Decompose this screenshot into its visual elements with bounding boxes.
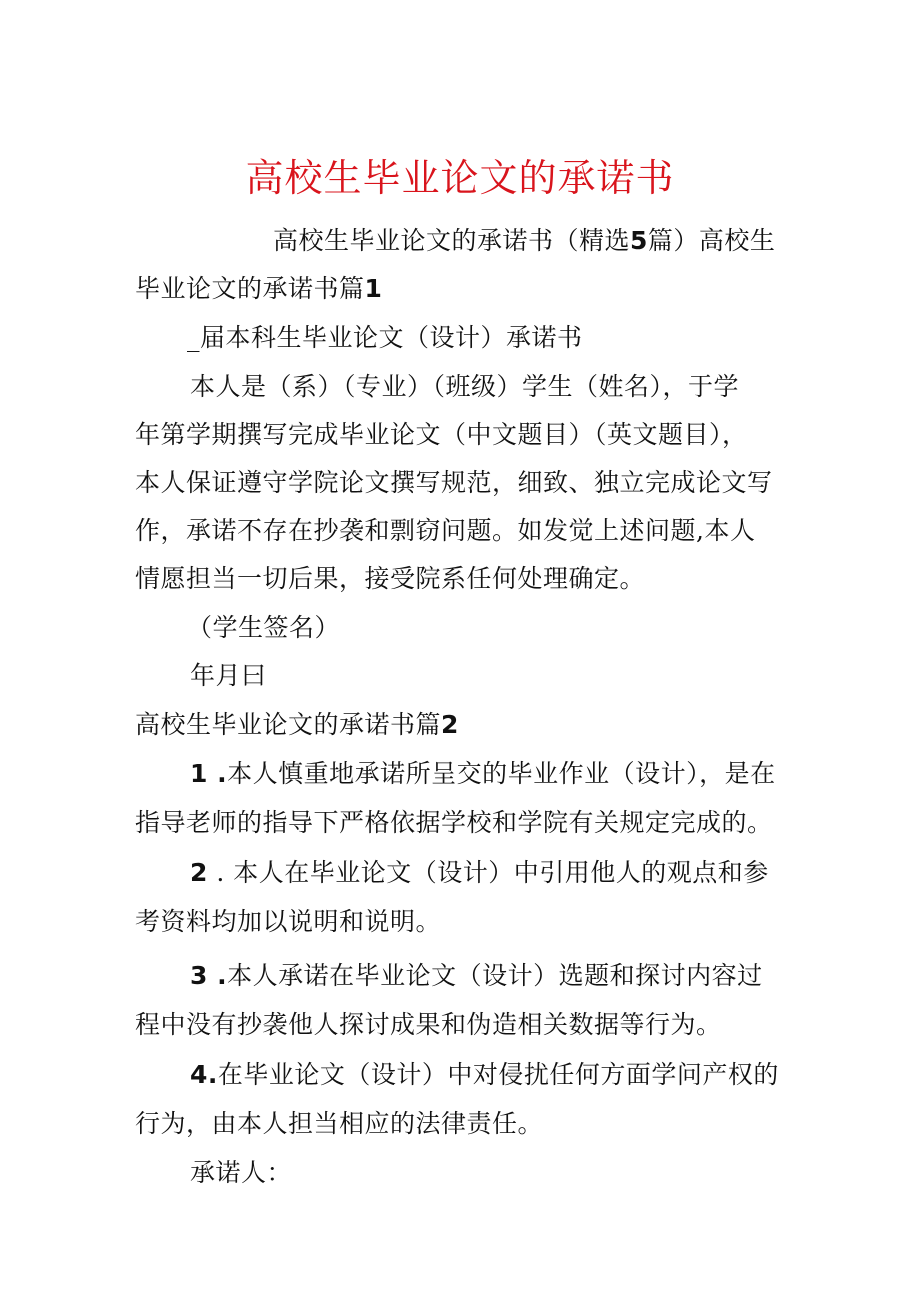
- intro-count: 5: [630, 226, 648, 255]
- item-line: 指导老师的指导下严格依据学校和学院有关规定完成的。: [135, 808, 773, 837]
- intro-line-2: [135, 272, 382, 306]
- item-number: 4.: [190, 1060, 218, 1089]
- item-line: [190, 856, 769, 890]
- section1-heading: _届本科生毕业论文（设计）承诺书: [187, 323, 583, 352]
- intro-text-tail: 篇）高校生: [647, 226, 776, 255]
- section1-paragraph-line: 情愿担当一切后果，接受院系任何处理确定。: [135, 564, 646, 593]
- item-text: . 本人在毕业论文（设计）中引用他人的观点和参: [207, 858, 769, 887]
- item-number: 1 .: [190, 759, 228, 788]
- signer-label: 承诺人：: [190, 1158, 293, 1187]
- document-title: 高校生毕业论文的承诺书: [245, 156, 675, 200]
- item-number: 3 .: [190, 961, 228, 990]
- section1-paragraph-line: 本人保证遵守学院论文撰写规范，细致、独立完成论文写: [135, 468, 773, 497]
- section1-paragraph-line: 年第学期撰写完成毕业论文（中文题目）（英文题目），: [135, 420, 748, 449]
- section2-heading: [135, 708, 459, 742]
- section1-number: 1: [364, 274, 383, 303]
- item-text: 本人慎重地承诺所呈交的毕业作业（设计），是在: [227, 759, 776, 788]
- item-line: 程中没有抄袭他人探讨成果和伪造相关数据等行为。: [135, 1010, 722, 1039]
- section2-number: 2: [441, 710, 459, 739]
- item-number: 2: [190, 858, 208, 887]
- intro-line-1: [273, 224, 775, 258]
- intro-text: 高校生毕业论文的承诺书（精选: [273, 226, 631, 255]
- item-text: 本人承诺在毕业论文（设计）选题和探讨内容过: [227, 961, 763, 990]
- item-text: 在毕业论文（设计）中对侵扰任何方面学问产权的: [217, 1060, 779, 1089]
- item-line: 考资料均加以说明和说明。: [135, 907, 442, 936]
- item-line: [190, 1058, 779, 1092]
- item-line: [190, 757, 776, 791]
- student-signature-label: （学生签名）: [187, 613, 341, 642]
- section1-paragraph-line: 本人是（系）（专业）（班级）学生（姓名），于学: [190, 372, 740, 401]
- section1-label: 毕业论文的承诺书篇: [135, 274, 365, 303]
- item-line: [190, 959, 763, 993]
- item-line: 行为，由本人担当相应的法律责任。: [135, 1109, 544, 1138]
- section2-label: 高校生毕业论文的承诺书篇: [135, 710, 442, 739]
- date-label: 年月曰: [190, 661, 267, 690]
- section1-paragraph-line: 作，承诺不存在抄袭和剽窃问题。如发觉上述问题,本人: [135, 516, 756, 545]
